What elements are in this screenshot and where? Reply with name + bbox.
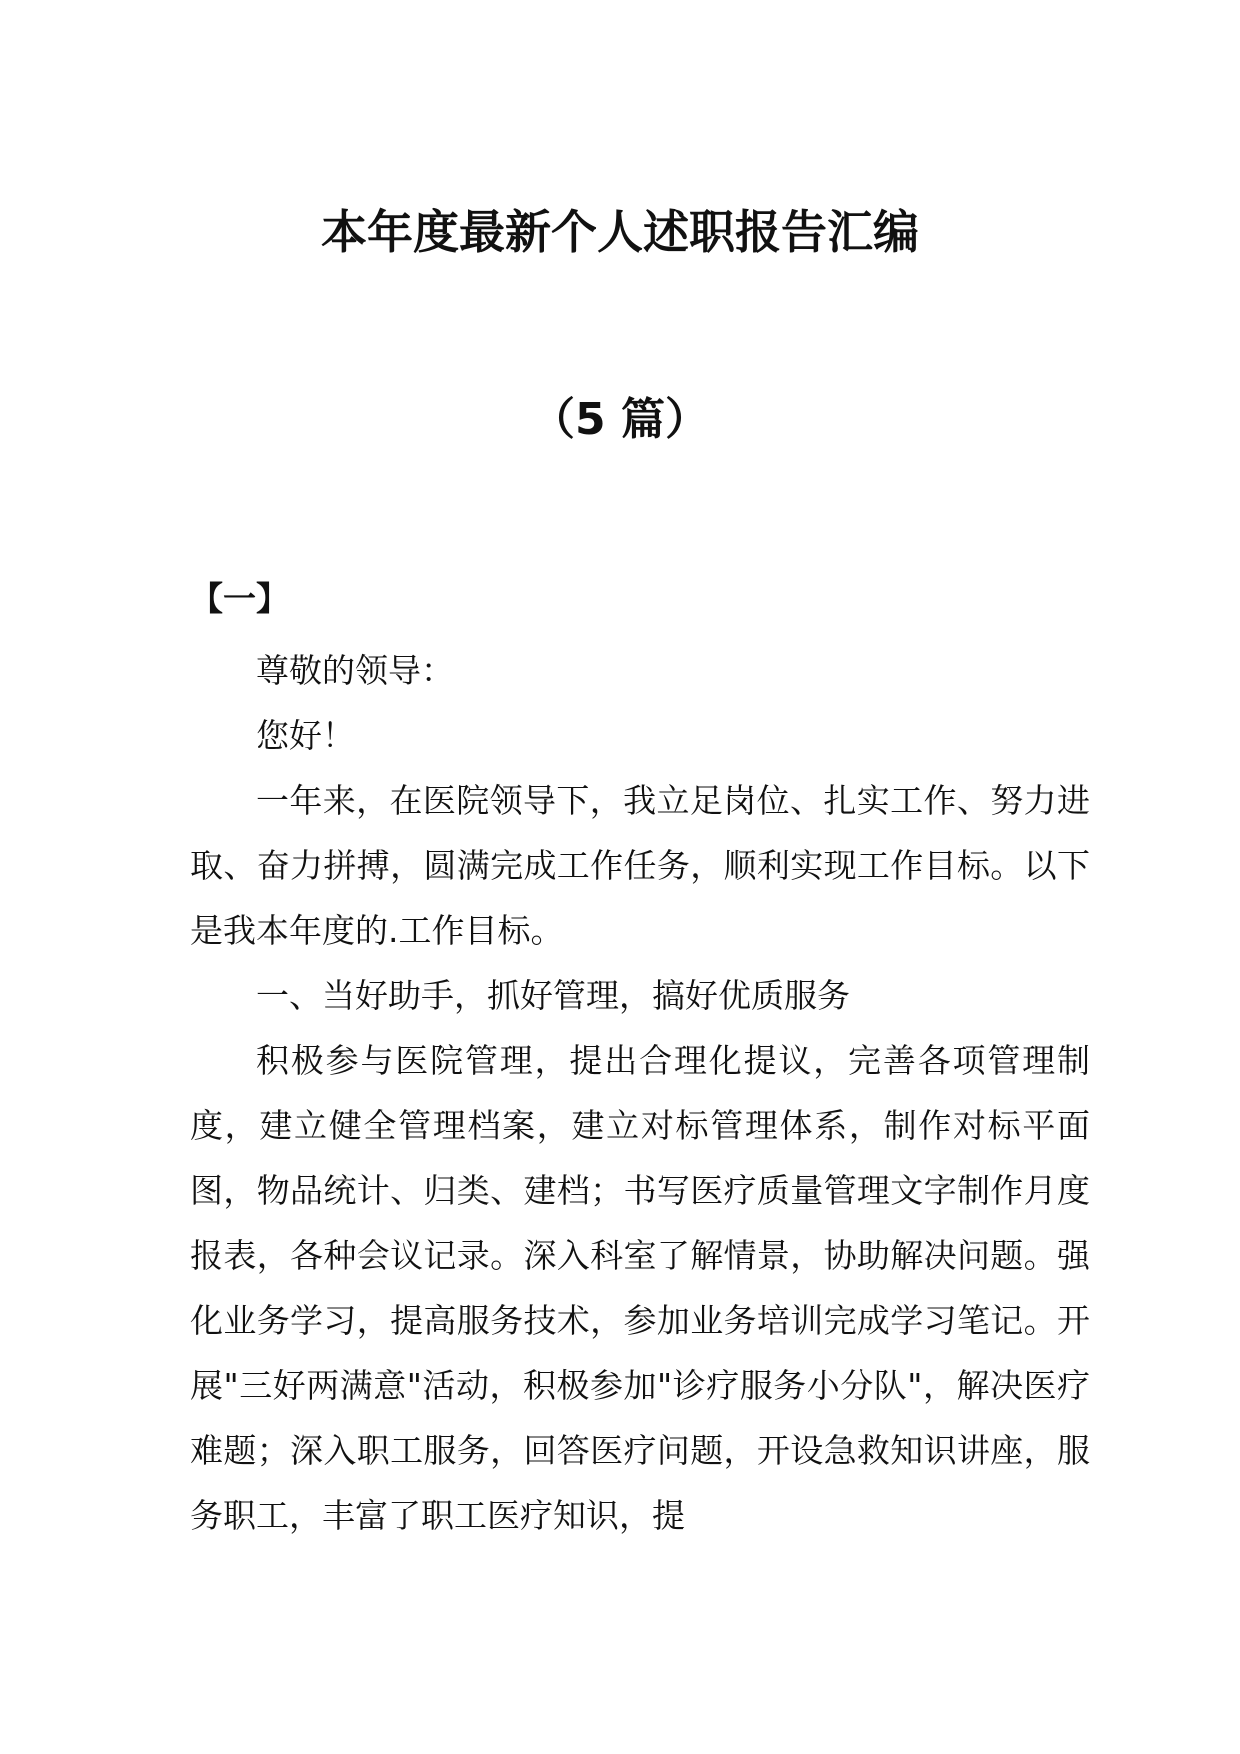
section-heading: 一、当好助手，抓好管理，搞好优质服务 (256, 976, 850, 1015)
document-title: 本年度最新个人述职报告汇编 (321, 205, 919, 259)
body-paragraph: 积极参与医院管理，提出合理化提议，完善各项管理制度，建立健全管理档案，建立对标管理体系，制作对标平面图，物品统计、归类、建档；书写医疗质量管理文字制作月度报表，各种会议记录。深入科室了解情景，协助解决问题。强化业务学习，提高服务技术，参加业务培训完成学习笔记。开展"三好两满意"活动，积极参加"诊疗服务小分队"，解决医疗难题；深入职工服务，回答医疗问题，开设急救知识讲座，服务职工，丰富了职工医疗知识，提 (190, 1041, 1090, 1535)
body-paragraph: 一年来，在医院领导下，我立足岗位、扎实工作、努力进取、奋力拼搏，圆满完成工作任务，顺利实现工作目标。以下是我本年度的.工作目标。 (190, 781, 1090, 950)
greeting: 您好！ (256, 716, 355, 755)
document-body (190, 638, 1090, 1548)
document-subtitle: （5 篇） (531, 394, 709, 445)
salutation: 尊敬的领导： (256, 651, 454, 690)
section-label: 【一】 (190, 579, 289, 618)
